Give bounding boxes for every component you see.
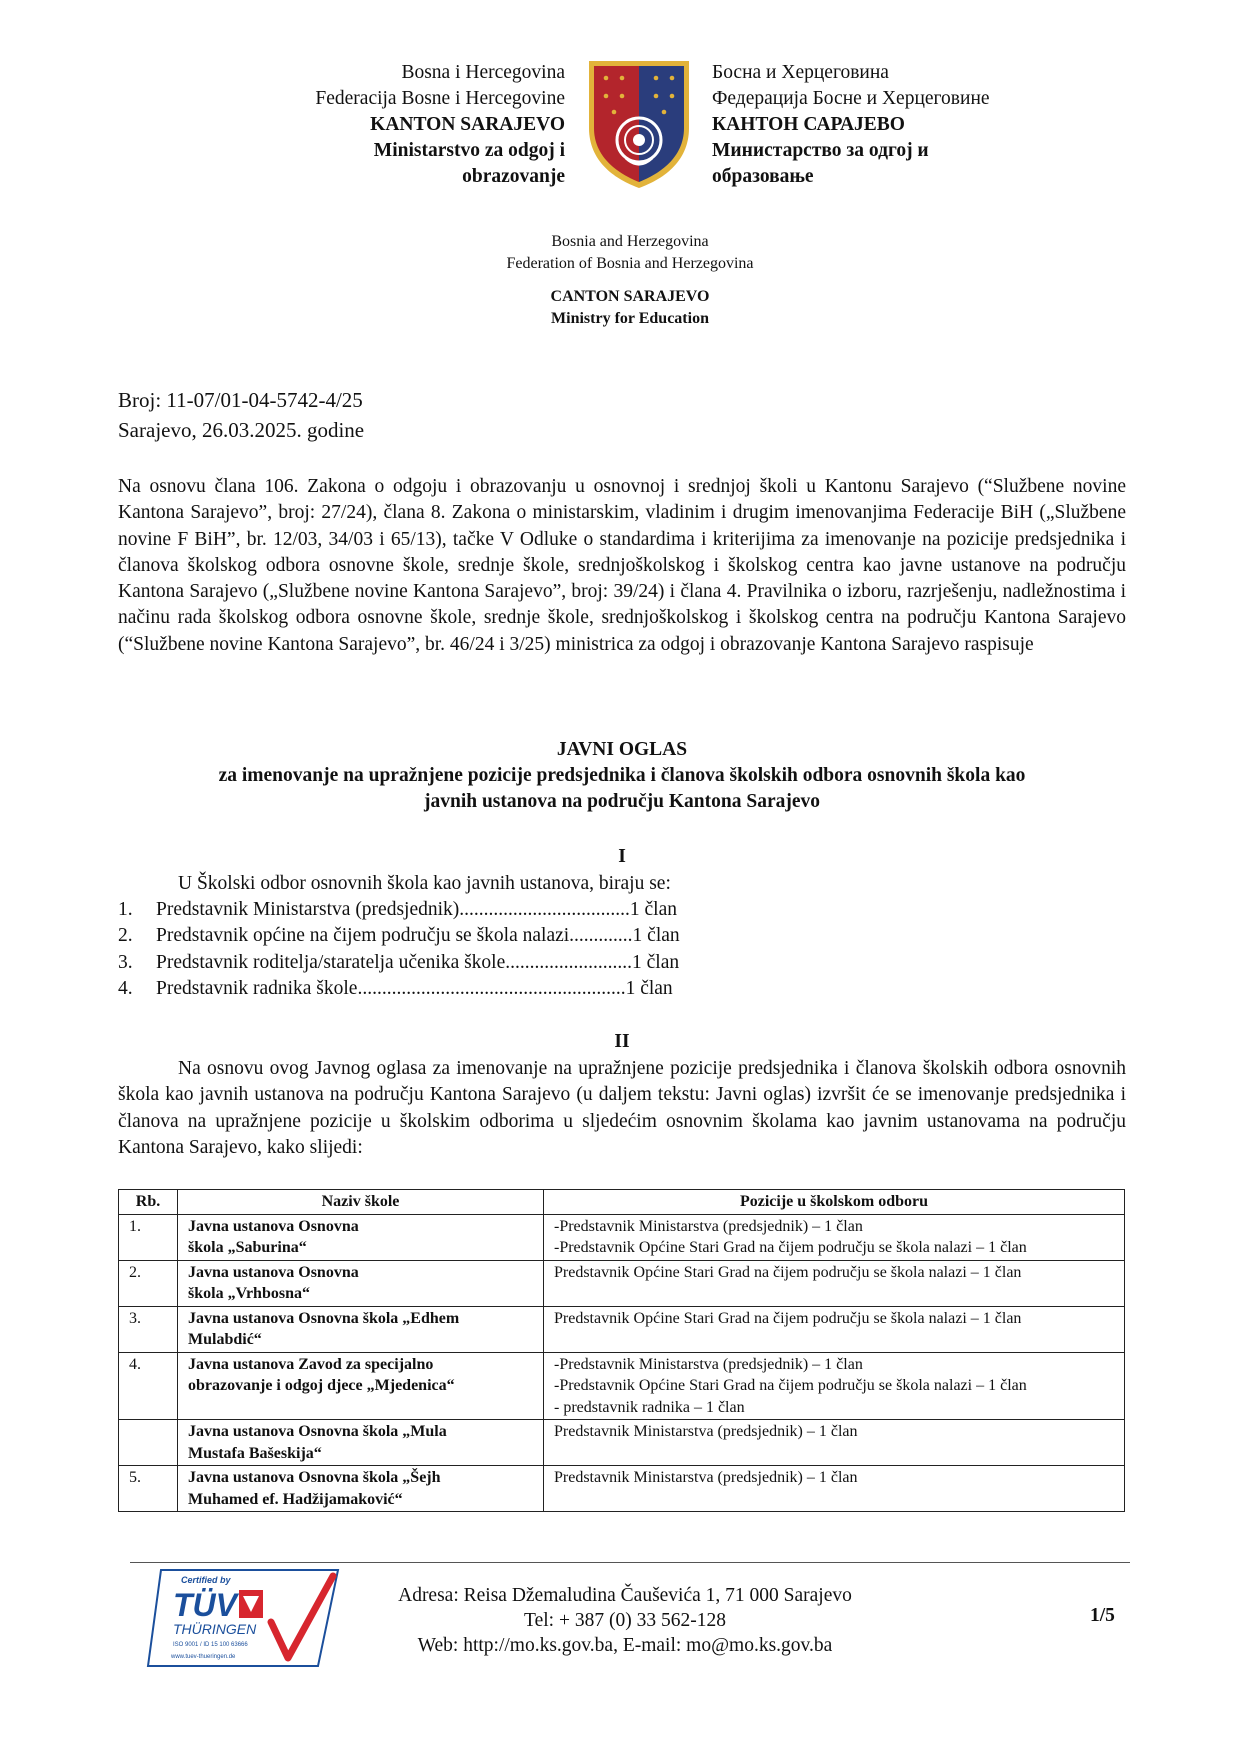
- list-item: [118, 923, 680, 949]
- title-sub-1: za imenovanje na upražnjene pozicije predsjednika i članova školskih odbora osnovnih škola kao: [218, 765, 1026, 786]
- header-canton-cyr: КАНТОН САРАЈЕВО: [712, 114, 905, 135]
- header-ministry-cyr-1: Министарство за одгој и: [712, 140, 929, 161]
- list-item-number: 3.: [118, 951, 133, 973]
- school-name-line: Mustafa Bašeskija“: [188, 1444, 322, 1462]
- school-positions: [544, 1260, 1125, 1306]
- column-header-positions: Pozicije u školskom odboru: [544, 1190, 1125, 1215]
- column-header-school: Naziv škole: [178, 1190, 544, 1215]
- school-positions: [544, 1306, 1125, 1352]
- list-item-text: Predstavnik radnika škole.......................................................1 član: [156, 977, 673, 999]
- position-item: -Predstavnik Ministarstva (predsjednik) – 1 član: [554, 1217, 863, 1235]
- footer-web-email: Web: http://mo.ks.gov.ba, E-mail: mo@mo.ks.gov.ba: [417, 1635, 833, 1656]
- footer-divider: [130, 1562, 1130, 1563]
- school-name: [178, 1466, 544, 1512]
- reference-number: Broj: 11-07/01-04-5742-4/25: [118, 388, 363, 412]
- list-item-text: Predstavnik roditelja/staratelja učenika škole..........................1 član: [156, 951, 680, 973]
- section-1-heading: I: [618, 846, 626, 867]
- logo-iso-text: ISO 9001 / ID 15 100 63666: [173, 1642, 248, 1648]
- school-name-line: obrazovanje i odgoj djece „Mjedenica“: [188, 1377, 455, 1394]
- document-reference: [118, 385, 364, 445]
- school-name-line: Javna ustanova Osnovna škola „Edhem: [188, 1309, 460, 1327]
- header-federation-cyr: Федерација Босне и Херцеговине: [712, 88, 990, 109]
- canton-sarajevo-crest-icon: [586, 58, 692, 190]
- school-positions: [544, 1214, 1125, 1260]
- section-2-heading: II: [614, 1031, 630, 1052]
- footer-address: Adresa: Reisa Džemaludina Čauševića 1, 71 000 Sarajevo: [398, 1585, 852, 1606]
- row-number: 4.: [119, 1352, 178, 1420]
- row-number: 3.: [119, 1306, 178, 1352]
- title-sub-2: javnih ustanova na području Kantona Sarajevo: [423, 791, 821, 812]
- position-item: -Predstavnik Općine Stari Grad na čijem području se škola nalazi – 1 član: [554, 1377, 1027, 1394]
- header-canton-en: CANTON SARAJEVO: [550, 288, 710, 305]
- footer-phone: Tel: + 387 (0) 33 562-128: [524, 1610, 726, 1631]
- header-ministry-1: Ministarstvo za odgoj i: [373, 140, 565, 161]
- header-country: Bosna i Hercegovina: [401, 62, 565, 83]
- tuv-certification-logo: [143, 1566, 343, 1670]
- school-name: [178, 1260, 544, 1306]
- header-right-cyrillic: [712, 60, 1092, 190]
- school-name-line: Javna ustanova Osnovna: [188, 1217, 359, 1235]
- header-left-latin: [200, 60, 565, 190]
- position-item: -Predstavnik Općine Stari Grad na čijem području se škola nalazi – 1 član: [554, 1239, 1027, 1256]
- list-item-number: 2.: [118, 925, 133, 947]
- section-2-paragraph: Na osnovu ovog Javnog oglasa za imenovanje na upražnjene pozicije predsjednika i članova školskih odbora osnovnih škola kao javnih ustanova na području Kantona Sarajevo (u daljem tekstu: Javni oglas) izvršit će se imenovanje predsjednika i članova na upražnjene pozicije u školskim odborima u sljedećim osnovnim školama kao javnim ustanovama na području Kantona Sarajevo, kako slijedi:: [118, 1058, 1126, 1158]
- header-ministry-cyr-2: образовање: [712, 166, 814, 187]
- list-item: [118, 976, 680, 1002]
- table-row: [119, 1466, 1125, 1512]
- table-header-row: [119, 1190, 1125, 1215]
- table-row: [119, 1352, 1125, 1420]
- list-item: [118, 897, 680, 923]
- logo-url-text: www.tuev-thueringen.de: [171, 1654, 236, 1660]
- position-item: Predstavnik Ministarstva (predsjednik) – 1 član: [554, 1423, 858, 1440]
- header-federation-en: Federation of Bosnia and Herzegovina: [506, 255, 754, 272]
- reference-date: Sarajevo, 26.03.2025. godine: [118, 418, 365, 442]
- title-main: JAVNI OGLAS: [556, 739, 688, 760]
- school-positions: [544, 1466, 1125, 1512]
- header-ministry-en: Ministry for Education: [551, 310, 709, 327]
- table-row: [119, 1260, 1125, 1306]
- header-country-cyr: Босна и Херцеговина: [712, 62, 889, 83]
- school-positions: [544, 1420, 1125, 1466]
- header-federation: Federacija Bosne i Hercegovine: [315, 88, 565, 109]
- row-number: 5.: [119, 1466, 178, 1512]
- footer-contact: [380, 1583, 870, 1658]
- row-number: 1.: [119, 1214, 178, 1260]
- intro-paragraph: Na osnovu člana 106. Zakona o odgoju i obrazovanju u osnovnoj i srednjoj školi u Kantonu Sarajevo (“Službene novine Kantona Sarajevo”, broj: 27/24), člana 8. Zakona o ministarskim, vladinim i drugim imenovanjima Federacije BiH („Službene novine F BiH”, br. 12/03, 34/03 i 65/13), tačke V Odluke o standardima i kriterijima za imenovanje na pozicije predsjednika i članova školskog odbora osnovne škole, srednje škole, srednjoškolskog i školskog centra kao javne ustanove na području Kantona Sarajevo („Službene novine Kantona Sarajevo”, broj: 39/24) i člana 4. Pravilnika o izboru, razrješenju, nadležnostima i načinu rada školskog odbora osnovne škole, srednje škole, srednjoškolskog i školskog centra na području Kantona Sarajevo (“Službene novine Kantona Sarajevo”, br. 46/24 i 3/25) ministrica za odgoj i obrazovanje Kantona Sarajevo raspisuje: [118, 476, 1126, 655]
- section-1-list: [118, 897, 680, 1002]
- list-item-text: Predstavnik Ministarstva (predsjednik)...................................1 član: [156, 899, 678, 920]
- school-name-line: Mulabdić“: [188, 1331, 262, 1348]
- logo-certified-text: Certified by: [181, 1575, 231, 1585]
- school-name-line: Muhamed ef. Hadžijamaković“: [188, 1490, 403, 1508]
- position-item: Predstavnik Ministarstva (predsjednik) – 1 član: [554, 1469, 858, 1486]
- school-name: [178, 1352, 544, 1420]
- school-name-line: Javna ustanova Osnovna škola „Mula: [188, 1423, 447, 1440]
- header-canton: KANTON SARAJEVO: [370, 114, 565, 135]
- section-1-intro: U Školski odbor osnovnih škola kao javnih ustanova, biraju se:: [178, 873, 671, 894]
- school-name-line: škola „Vrhbosna“: [188, 1285, 310, 1302]
- list-item-number: 4.: [118, 977, 133, 999]
- logo-region-text: THÜRINGEN: [173, 1621, 257, 1637]
- row-number: 2.: [119, 1260, 178, 1306]
- row-number: [119, 1420, 178, 1466]
- school-name: [178, 1306, 544, 1352]
- column-header-rb: Rb.: [119, 1190, 178, 1215]
- school-name-line: Javna ustanova Osnovna škola „Šejh: [188, 1469, 441, 1486]
- list-item: [118, 950, 680, 976]
- schools-table: [118, 1189, 1125, 1512]
- position-item: - predstavnik radnika – 1 član: [554, 1398, 745, 1416]
- school-positions: [544, 1352, 1125, 1420]
- document-title: [118, 737, 1126, 815]
- school-name: [178, 1420, 544, 1466]
- list-item-number: 1.: [118, 899, 133, 920]
- school-name: [178, 1214, 544, 1260]
- header-center-english: [380, 231, 880, 330]
- header-country-en: Bosnia and Herzegovina: [551, 233, 709, 250]
- table-row: [119, 1420, 1125, 1466]
- table-row: [119, 1306, 1125, 1352]
- page-number: 1/5: [1090, 1605, 1115, 1626]
- school-name-line: škola „Saburina“: [188, 1239, 307, 1256]
- list-item-text: Predstavnik općine na čijem području se škola nalazi.............1 član: [156, 925, 680, 947]
- position-item: -Predstavnik Ministarstva (predsjednik) – 1 član: [554, 1355, 863, 1373]
- school-name-line: Javna ustanova Osnovna: [188, 1263, 359, 1281]
- position-item: Predstavnik Općine Stari Grad na čijem području se škola nalazi – 1 član: [554, 1263, 1022, 1281]
- logo-brand-text: TÜV: [173, 1587, 237, 1623]
- table-row: [119, 1214, 1125, 1260]
- school-name-line: Javna ustanova Zavod za specijalno: [188, 1355, 434, 1373]
- position-item: Predstavnik Općine Stari Grad na čijem području se škola nalazi – 1 član: [554, 1309, 1022, 1327]
- header-ministry-2: obrazovanje: [462, 166, 565, 187]
